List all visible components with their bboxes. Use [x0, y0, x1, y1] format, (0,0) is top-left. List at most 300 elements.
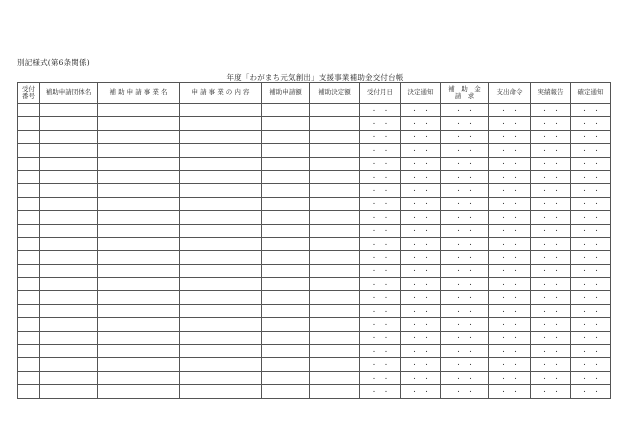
- table-cell-requested[interactable]: [262, 104, 310, 117]
- table-cell-applicant[interactable]: [40, 104, 98, 117]
- table-cell-claim[interactable]: [441, 304, 489, 317]
- table-cell-report[interactable]: [531, 264, 571, 277]
- date-placeholder: ・ ・: [541, 121, 560, 129]
- table-cell-final_notice[interactable]: [571, 371, 611, 384]
- table-cell-applicant[interactable]: [40, 371, 98, 384]
- table-cell-payment_order[interactable]: [489, 130, 531, 143]
- date-placeholder: ・ ・: [411, 335, 430, 343]
- table-cell-requested[interactable]: [262, 211, 310, 224]
- table-cell-decided[interactable]: [310, 371, 360, 384]
- table-cell-payment_order[interactable]: [489, 345, 531, 358]
- table-cell-payment_order[interactable]: [489, 251, 531, 264]
- table-cell-project[interactable]: [98, 251, 180, 264]
- table-cell-requested[interactable]: [262, 251, 310, 264]
- date-placeholder: ・ ・: [370, 134, 389, 142]
- table-cell-final_notice[interactable]: [571, 385, 611, 398]
- date-placeholder: ・ ・: [541, 388, 560, 396]
- table-cell-decision_notice[interactable]: [401, 345, 441, 358]
- table-cell-requested[interactable]: [262, 170, 310, 183]
- table-cell-final_notice[interactable]: [571, 224, 611, 237]
- table-cell-final_notice[interactable]: [571, 345, 611, 358]
- table-cell-receipt_no[interactable]: [18, 211, 40, 224]
- col-project: [98, 83, 180, 104]
- table-cell-receipt_no[interactable]: [18, 291, 40, 304]
- table-cell-decision_notice[interactable]: [401, 318, 441, 331]
- table-cell-applicant[interactable]: [40, 385, 98, 398]
- table-cell-details[interactable]: [180, 371, 262, 384]
- table-cell-report[interactable]: [531, 385, 571, 398]
- table-cell-payment_order[interactable]: [489, 197, 531, 210]
- table-cell-received_date[interactable]: [360, 224, 401, 237]
- table-cell-receipt_no[interactable]: [18, 331, 40, 344]
- table-cell-decided[interactable]: [310, 331, 360, 344]
- table-cell-claim[interactable]: [441, 331, 489, 344]
- table-cell-applicant[interactable]: [40, 278, 98, 291]
- table-cell-final_notice[interactable]: [571, 278, 611, 291]
- table-cell-payment_order[interactable]: [489, 371, 531, 384]
- table-cell-details[interactable]: [180, 318, 262, 331]
- table-cell-report[interactable]: [531, 358, 571, 371]
- table-cell-applicant[interactable]: [40, 358, 98, 371]
- table-cell-project[interactable]: [98, 385, 180, 398]
- table-cell-received_date[interactable]: [360, 211, 401, 224]
- table-cell-report[interactable]: [531, 184, 571, 197]
- table-cell-project[interactable]: [98, 318, 180, 331]
- table-cell-decision_notice[interactable]: [401, 144, 441, 157]
- table-cell-applicant[interactable]: [40, 157, 98, 170]
- table-cell-project[interactable]: [98, 144, 180, 157]
- table-cell-details[interactable]: [180, 130, 262, 143]
- table-cell-received_date[interactable]: [360, 345, 401, 358]
- table-cell-project[interactable]: [98, 197, 180, 210]
- table-cell-receipt_no[interactable]: [18, 278, 40, 291]
- table-cell-requested[interactable]: [262, 224, 310, 237]
- table-cell-received_date[interactable]: [360, 291, 401, 304]
- table-cell-received_date[interactable]: [360, 237, 401, 250]
- table-cell-receipt_no[interactable]: [18, 224, 40, 237]
- table-cell-decision_notice[interactable]: [401, 304, 441, 317]
- table-cell-received_date[interactable]: [360, 264, 401, 277]
- table-cell-claim[interactable]: [441, 237, 489, 250]
- table-cell-decided[interactable]: [310, 184, 360, 197]
- table-cell-requested[interactable]: [262, 264, 310, 277]
- table-cell-received_date[interactable]: [360, 385, 401, 398]
- table-cell-payment_order[interactable]: [489, 291, 531, 304]
- table-cell-decided[interactable]: [310, 211, 360, 224]
- table-cell-applicant[interactable]: [40, 130, 98, 143]
- table-cell-applicant[interactable]: [40, 211, 98, 224]
- table-cell-payment_order[interactable]: [489, 157, 531, 170]
- table-cell-claim[interactable]: [441, 170, 489, 183]
- table-cell-requested[interactable]: [262, 345, 310, 358]
- table-cell-received_date[interactable]: [360, 371, 401, 384]
- table-cell-payment_order[interactable]: [489, 211, 531, 224]
- table-cell-report[interactable]: [531, 211, 571, 224]
- table-row: [18, 117, 611, 130]
- table-cell-claim[interactable]: [441, 224, 489, 237]
- table-cell-report[interactable]: [531, 251, 571, 264]
- table-cell-applicant[interactable]: [40, 331, 98, 344]
- table-cell-claim[interactable]: [441, 371, 489, 384]
- table-cell-decision_notice[interactable]: [401, 331, 441, 344]
- table-cell-decision_notice[interactable]: [401, 104, 441, 117]
- date-placeholder: ・ ・: [411, 174, 430, 182]
- table-cell-applicant[interactable]: [40, 345, 98, 358]
- table-cell-receipt_no[interactable]: [18, 144, 40, 157]
- table-cell-received_date[interactable]: [360, 117, 401, 130]
- table-cell-details[interactable]: [180, 184, 262, 197]
- table-cell-project[interactable]: [98, 358, 180, 371]
- table-cell-payment_order[interactable]: [489, 144, 531, 157]
- table-cell-applicant[interactable]: [40, 197, 98, 210]
- table-cell-claim[interactable]: [441, 385, 489, 398]
- date-placeholder: ・ ・: [411, 161, 430, 169]
- table-cell-decision_notice[interactable]: [401, 130, 441, 143]
- table-cell-project[interactable]: [98, 224, 180, 237]
- table-cell-details[interactable]: [180, 358, 262, 371]
- table-cell-requested[interactable]: [262, 184, 310, 197]
- table-cell-claim[interactable]: [441, 345, 489, 358]
- table-cell-receipt_no[interactable]: [18, 304, 40, 317]
- date-placeholder: ・ ・: [581, 362, 600, 370]
- table-cell-final_notice[interactable]: [571, 318, 611, 331]
- table-cell-report[interactable]: [531, 170, 571, 183]
- table-cell-received_date[interactable]: [360, 130, 401, 143]
- table-cell-decided[interactable]: [310, 385, 360, 398]
- table-cell-requested[interactable]: [262, 371, 310, 384]
- table-cell-details[interactable]: [180, 197, 262, 210]
- table-cell-project[interactable]: [98, 157, 180, 170]
- table-cell-decided[interactable]: [310, 157, 360, 170]
- table-cell-decision_notice[interactable]: [401, 237, 441, 250]
- table-cell-payment_order[interactable]: [489, 104, 531, 117]
- table-cell-project[interactable]: [98, 184, 180, 197]
- table-cell-final_notice[interactable]: [571, 117, 611, 130]
- table-cell-decision_notice[interactable]: [401, 117, 441, 130]
- table-cell-decision_notice[interactable]: [401, 385, 441, 398]
- date-placeholder: ・ ・: [455, 214, 474, 222]
- table-cell-report[interactable]: [531, 224, 571, 237]
- table-cell-claim[interactable]: [441, 130, 489, 143]
- table-cell-report[interactable]: [531, 304, 571, 317]
- table-cell-details[interactable]: [180, 237, 262, 250]
- table-cell-applicant[interactable]: [40, 224, 98, 237]
- table-cell-applicant[interactable]: [40, 264, 98, 277]
- table-cell-decision_notice[interactable]: [401, 291, 441, 304]
- table-cell-project[interactable]: [98, 304, 180, 317]
- table-cell-receipt_no[interactable]: [18, 345, 40, 358]
- table-cell-report[interactable]: [531, 144, 571, 157]
- date-placeholder: ・ ・: [581, 268, 600, 276]
- table-cell-receipt_no[interactable]: [18, 358, 40, 371]
- table-cell-details[interactable]: [180, 211, 262, 224]
- header-row: [18, 83, 611, 104]
- table-cell-final_notice[interactable]: [571, 144, 611, 157]
- table-cell-decision_notice[interactable]: [401, 371, 441, 384]
- table-cell-report[interactable]: [531, 291, 571, 304]
- table-cell-receipt_no[interactable]: [18, 157, 40, 170]
- table-cell-report[interactable]: [531, 117, 571, 130]
- table-cell-final_notice[interactable]: [571, 170, 611, 183]
- table-cell-decision_notice[interactable]: [401, 211, 441, 224]
- table-cell-applicant[interactable]: [40, 251, 98, 264]
- table-cell-claim[interactable]: [441, 117, 489, 130]
- table-cell-received_date[interactable]: [360, 278, 401, 291]
- table-cell-decided[interactable]: [310, 318, 360, 331]
- table-cell-payment_order[interactable]: [489, 385, 531, 398]
- table-cell-details[interactable]: [180, 345, 262, 358]
- table-cell-decision_notice[interactable]: [401, 197, 441, 210]
- table-cell-decision_notice[interactable]: [401, 264, 441, 277]
- table-cell-receipt_no[interactable]: [18, 371, 40, 384]
- table-cell-receipt_no[interactable]: [18, 130, 40, 143]
- table-cell-receipt_no[interactable]: [18, 117, 40, 130]
- table-cell-final_notice[interactable]: [571, 331, 611, 344]
- table-cell-payment_order[interactable]: [489, 170, 531, 183]
- table-cell-decision_notice[interactable]: [401, 251, 441, 264]
- table-cell-final_notice[interactable]: [571, 184, 611, 197]
- table-cell-report[interactable]: [531, 197, 571, 210]
- table-row: [18, 345, 611, 358]
- table-cell-project[interactable]: [98, 345, 180, 358]
- table-cell-project[interactable]: [98, 104, 180, 117]
- table-cell-decision_notice[interactable]: [401, 224, 441, 237]
- table-cell-project[interactable]: [98, 331, 180, 344]
- table-cell-decision_notice[interactable]: [401, 358, 441, 371]
- table-cell-receipt_no[interactable]: [18, 237, 40, 250]
- table-cell-decided[interactable]: [310, 251, 360, 264]
- table-cell-report[interactable]: [531, 130, 571, 143]
- table-cell-applicant[interactable]: [40, 144, 98, 157]
- table-cell-decided[interactable]: [310, 264, 360, 277]
- table-cell-payment_order[interactable]: [489, 331, 531, 344]
- table-cell-payment_order[interactable]: [489, 304, 531, 317]
- date-placeholder: ・ ・: [411, 295, 430, 303]
- col-report: [531, 83, 571, 104]
- table-cell-claim[interactable]: [441, 278, 489, 291]
- table-cell-final_notice[interactable]: [571, 197, 611, 210]
- table-cell-details[interactable]: [180, 104, 262, 117]
- table-cell-receipt_no[interactable]: [18, 104, 40, 117]
- table-cell-decided[interactable]: [310, 104, 360, 117]
- table-cell-requested[interactable]: [262, 157, 310, 170]
- table-cell-details[interactable]: [180, 291, 262, 304]
- table-cell-requested[interactable]: [262, 278, 310, 291]
- table-cell-details[interactable]: [180, 170, 262, 183]
- table-cell-final_notice[interactable]: [571, 264, 611, 277]
- table-cell-project[interactable]: [98, 130, 180, 143]
- table-cell-project[interactable]: [98, 170, 180, 183]
- table-cell-applicant[interactable]: [40, 117, 98, 130]
- table-row: [18, 385, 611, 398]
- table-cell-decided[interactable]: [310, 197, 360, 210]
- table-cell-claim[interactable]: [441, 264, 489, 277]
- table-cell-received_date[interactable]: [360, 197, 401, 210]
- table-cell-decision_notice[interactable]: [401, 157, 441, 170]
- table-cell-requested[interactable]: [262, 385, 310, 398]
- table-cell-claim[interactable]: [441, 251, 489, 264]
- table-cell-project[interactable]: [98, 371, 180, 384]
- date-placeholder: ・ ・: [581, 375, 600, 383]
- table-cell-requested[interactable]: [262, 331, 310, 344]
- table-cell-claim[interactable]: [441, 291, 489, 304]
- table-cell-requested[interactable]: [262, 130, 310, 143]
- table-cell-claim[interactable]: [441, 211, 489, 224]
- table-cell-decided[interactable]: [310, 278, 360, 291]
- table-cell-applicant[interactable]: [40, 170, 98, 183]
- table-cell-payment_order[interactable]: [489, 224, 531, 237]
- table-cell-received_date[interactable]: [360, 184, 401, 197]
- table-cell-receipt_no[interactable]: [18, 197, 40, 210]
- table-cell-project[interactable]: [98, 291, 180, 304]
- table-cell-details[interactable]: [180, 144, 262, 157]
- table-cell-decided[interactable]: [310, 237, 360, 250]
- table-cell-requested[interactable]: [262, 237, 310, 250]
- table-row: [18, 130, 611, 143]
- table-cell-requested[interactable]: [262, 318, 310, 331]
- table-cell-details[interactable]: [180, 385, 262, 398]
- table-cell-payment_order[interactable]: [489, 117, 531, 130]
- table-cell-details[interactable]: [180, 224, 262, 237]
- table-cell-requested[interactable]: [262, 358, 310, 371]
- date-placeholder: ・ ・: [581, 321, 600, 329]
- table-cell-decided[interactable]: [310, 224, 360, 237]
- table-cell-receipt_no[interactable]: [18, 170, 40, 183]
- table-cell-requested[interactable]: [262, 197, 310, 210]
- table-cell-requested[interactable]: [262, 291, 310, 304]
- table-row: [18, 278, 611, 291]
- table-cell-details[interactable]: [180, 331, 262, 344]
- table-cell-final_notice[interactable]: [571, 304, 611, 317]
- table-cell-decision_notice[interactable]: [401, 170, 441, 183]
- table-cell-received_date[interactable]: [360, 104, 401, 117]
- table-cell-project[interactable]: [98, 237, 180, 250]
- table-cell-decided[interactable]: [310, 358, 360, 371]
- table-cell-claim[interactable]: [441, 318, 489, 331]
- table-cell-report[interactable]: [531, 104, 571, 117]
- table-cell-decided[interactable]: [310, 170, 360, 183]
- table-cell-receipt_no[interactable]: [18, 318, 40, 331]
- table-cell-report[interactable]: [531, 345, 571, 358]
- table-cell-decided[interactable]: [310, 304, 360, 317]
- table-cell-project[interactable]: [98, 264, 180, 277]
- table-row: [18, 104, 611, 117]
- table-cell-claim[interactable]: [441, 157, 489, 170]
- date-placeholder: ・ ・: [411, 321, 430, 329]
- table-cell-received_date[interactable]: [360, 144, 401, 157]
- date-placeholder: ・ ・: [541, 254, 560, 262]
- col-payment-order-label: 支出命令: [496, 88, 523, 97]
- table-cell-received_date[interactable]: [360, 318, 401, 331]
- date-placeholder: ・ ・: [411, 308, 430, 316]
- table-cell-applicant[interactable]: [40, 237, 98, 250]
- table-cell-applicant[interactable]: [40, 318, 98, 331]
- date-placeholder: ・ ・: [541, 375, 560, 383]
- table-cell-received_date[interactable]: [360, 304, 401, 317]
- table-cell-payment_order[interactable]: [489, 237, 531, 250]
- table-cell-final_notice[interactable]: [571, 251, 611, 264]
- table-cell-claim[interactable]: [441, 358, 489, 371]
- table-cell-project[interactable]: [98, 278, 180, 291]
- table-cell-requested[interactable]: [262, 304, 310, 317]
- date-placeholder: ・ ・: [581, 161, 600, 169]
- table-cell-project[interactable]: [98, 117, 180, 130]
- table-cell-requested[interactable]: [262, 144, 310, 157]
- table-cell-claim[interactable]: [441, 184, 489, 197]
- table-cell-claim[interactable]: [441, 104, 489, 117]
- table-cell-received_date[interactable]: [360, 358, 401, 371]
- table-cell-final_notice[interactable]: [571, 358, 611, 371]
- table-cell-receipt_no[interactable]: [18, 184, 40, 197]
- date-placeholder: ・ ・: [370, 295, 389, 303]
- table-cell-details[interactable]: [180, 251, 262, 264]
- table-cell-requested[interactable]: [262, 117, 310, 130]
- table-cell-payment_order[interactable]: [489, 278, 531, 291]
- table-cell-decided[interactable]: [310, 291, 360, 304]
- table-cell-project[interactable]: [98, 211, 180, 224]
- date-placeholder: ・ ・: [500, 362, 519, 370]
- table-cell-report[interactable]: [531, 278, 571, 291]
- date-placeholder: ・ ・: [411, 254, 430, 262]
- table-cell-details[interactable]: [180, 157, 262, 170]
- table-cell-report[interactable]: [531, 157, 571, 170]
- table-cell-report[interactable]: [531, 237, 571, 250]
- date-placeholder: ・ ・: [455, 147, 474, 155]
- table-cell-report[interactable]: [531, 371, 571, 384]
- table-cell-final_notice[interactable]: [571, 211, 611, 224]
- table-cell-received_date[interactable]: [360, 251, 401, 264]
- table-cell-received_date[interactable]: [360, 157, 401, 170]
- table-cell-final_notice[interactable]: [571, 157, 611, 170]
- date-placeholder: ・ ・: [500, 321, 519, 329]
- table-cell-received_date[interactable]: [360, 170, 401, 183]
- table-cell-applicant[interactable]: [40, 291, 98, 304]
- table-cell-payment_order[interactable]: [489, 184, 531, 197]
- table-cell-decided[interactable]: [310, 117, 360, 130]
- table-cell-received_date[interactable]: [360, 331, 401, 344]
- table-cell-claim[interactable]: [441, 197, 489, 210]
- table-cell-details[interactable]: [180, 264, 262, 277]
- table-cell-details[interactable]: [180, 117, 262, 130]
- date-placeholder: ・ ・: [411, 214, 430, 222]
- table-cell-claim[interactable]: [441, 144, 489, 157]
- date-placeholder: ・ ・: [541, 228, 560, 236]
- table-cell-decision_notice[interactable]: [401, 184, 441, 197]
- table-cell-decided[interactable]: [310, 345, 360, 358]
- table-cell-final_notice[interactable]: [571, 291, 611, 304]
- table-cell-payment_order[interactable]: [489, 358, 531, 371]
- table-cell-applicant[interactable]: [40, 304, 98, 317]
- table-cell-final_notice[interactable]: [571, 104, 611, 117]
- table-cell-decided[interactable]: [310, 130, 360, 143]
- table-cell-receipt_no[interactable]: [18, 264, 40, 277]
- date-placeholder: ・ ・: [455, 335, 474, 343]
- table-cell-receipt_no[interactable]: [18, 385, 40, 398]
- table-cell-applicant[interactable]: [40, 184, 98, 197]
- table-cell-final_notice[interactable]: [571, 130, 611, 143]
- date-placeholder: ・ ・: [581, 308, 600, 316]
- table-cell-final_notice[interactable]: [571, 237, 611, 250]
- table-cell-receipt_no[interactable]: [18, 251, 40, 264]
- table-cell-report[interactable]: [531, 318, 571, 331]
- table-cell-decided[interactable]: [310, 144, 360, 157]
- table-cell-details[interactable]: [180, 304, 262, 317]
- table-cell-payment_order[interactable]: [489, 264, 531, 277]
- table-cell-payment_order[interactable]: [489, 318, 531, 331]
- table-cell-decision_notice[interactable]: [401, 278, 441, 291]
- table-cell-report[interactable]: [531, 331, 571, 344]
- table-cell-details[interactable]: [180, 278, 262, 291]
